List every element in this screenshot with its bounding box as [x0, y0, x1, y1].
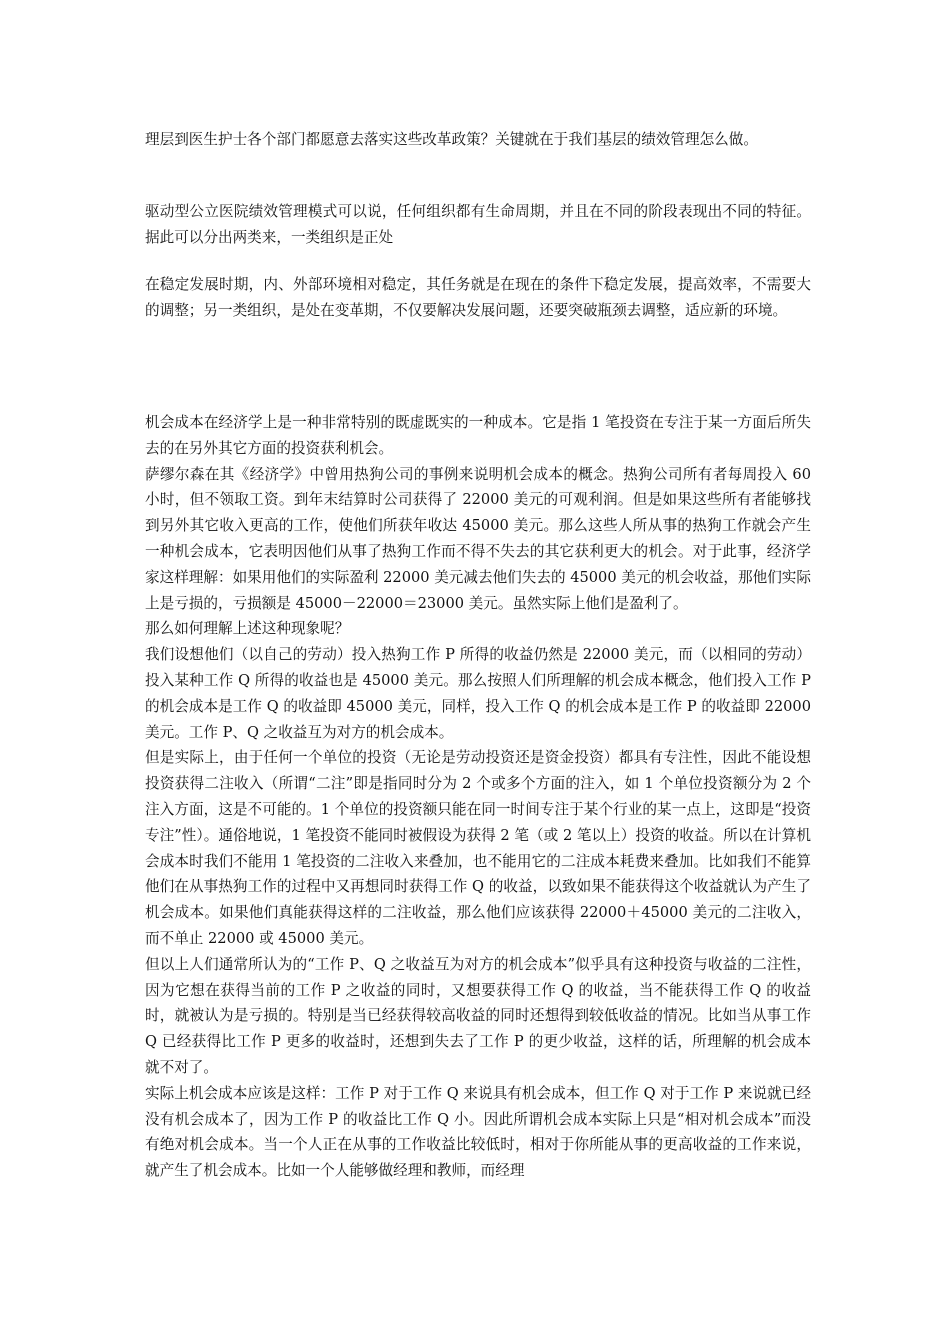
intro-paragraph-3: 在稳定发展时期，内、外部环境相对稳定，其任务就是在现在的条件下稳定发展，提高效率，不需要大的调整；另一类组织，是处在变革期，不仅要解决发展问题，还要突破瓶颈去调整，适应新的环境。: [145, 276, 811, 319]
body-paragraph-hotdog-example: 萨缪尔森在其《经济学》中曾用热狗公司的事例来说明机会成本的概念。热狗公司所有者每周投入 60 小时，但不领取工资。到年末结算时公司获得了 22000 美元的可观利润。但是如果这些所有者能够找到另外其它收入更高的工作，使他们所获年收达 45000 美元。那么这些人所从事的热狗工作就会产生一种机会成本，它表明因他们从事了热狗工作而不得不失去的其它获利更大的机会。对于此事，经济学家这样理解：如果用他们的实际盈利 22000 美元减去他们失去的 45000 美元的机会收益，那他们实际上是亏损的，亏损额是 45000－22000＝23000 美元。虽然实际上他们是盈利了。: [145, 465, 811, 612]
article-body: [145, 410, 811, 1184]
intro-paragraph-1: 理层到医生护士各个部门都愿意去落实这些改革政策？关键就在于我们基层的绩效管理怎么做。: [145, 131, 758, 148]
intro-paragraph-2: 驱动型公立医院绩效管理模式可以说，任何组织都有生命周期，并且在不同的阶段表现出不同的特征。据此可以分出两类来，一类组织是正处: [145, 203, 811, 246]
body-paragraph-dual-nature: 但以上人们通常所认为的“工作 P、Q 之收益互为对方的机会成本”似乎具有这种投资与收益的二注性，因为它想在获得当前的工作 P 之收益的同时，又想要获得工作 Q 的收益，当不能获得工作 Q 的收益时，就被认为是亏损的。特别是当已经获得较高收益的同时还想得到较低收益的情况。比如当从事工作 Q 已经获得比工作 P 更多的收益时，还想到失去了工作 P 的更少收益，这样的话，所理解的机会成本就不对了。: [145, 955, 811, 1076]
body-paragraph-investment-focus: 但是实际上，由于任何一个单位的投资（无论是劳动投资还是资金投资）都具有专注性，因此不能设想投资获得二注收入（所谓“二注”即是指同时分为 2 个或多个方面的注入，如 1 个单位投资额分为 2 个注入方面，这是不可能的。1 个单位的投资额只能在同一时间专注于某个行业的某一点上，这即是“投资专注”性）。通俗地说，1 笔投资不能同时被假设为获得 2 笔（或 2 笔以上）投资的收益。所以在计算机会成本时我们不能用 1 笔投资的二注收入来叠加，也不能用它的二注成本耗费来叠加。比如我们不能算他们在从事热狗工作的过程中又再想同时获得工作 Q 的收益，以致如果不能获得这个收益就认为产生了机会成本。如果他们真能获得这样的二注收益，那么他们应该获得 22000＋45000 美元的二注收入，而不单止 22000 或 45000 美元。: [145, 749, 811, 947]
body-paragraph-opportunity-cost-definition: 机会成本在经济学上是一种非常特别的既虚既实的一种成本。它是指 1 笔投资在专注于某一方面后所失去的在另外其它方面的投资获利机会。: [145, 414, 811, 457]
body-paragraph-question: 那么如何理解上述这种现象呢？: [145, 620, 350, 638]
body-paragraph-work-p-q: 我们设想他们（以自己的劳动）投入热狗工作 P 所得的收益仍然是 22000 美元，而（以相同的劳动）投入某种工作 Q 所得的收益也是 45000 美元。那么按照人们所理解的机会成本概念，他们投入工作 P 的机会成本是工作 Q 的收益即 45000 美元，同样，投入工作 Q 的机会成本是工作 P 的收益即 22000 美元。工作 P、Q 之收益互为对方的机会成本。: [145, 646, 811, 741]
body-paragraph-relative-cost: 实际上机会成本应该是这样：工作 P 对于工作 Q 来说具有机会成本，但工作 Q 对于工作 P 来说就已经没有机会成本了，因为工作 P 的收益比工作 Q 小。因此所谓机会成本实际上只是“相对机会成本”而没有绝对机会成本。当一个人正在从事的工作收益比较低时，相对于你所能从事的更高收益的工作来说，就产生了机会成本。比如一个人能够做经理和教师，而经理: [145, 1084, 811, 1180]
